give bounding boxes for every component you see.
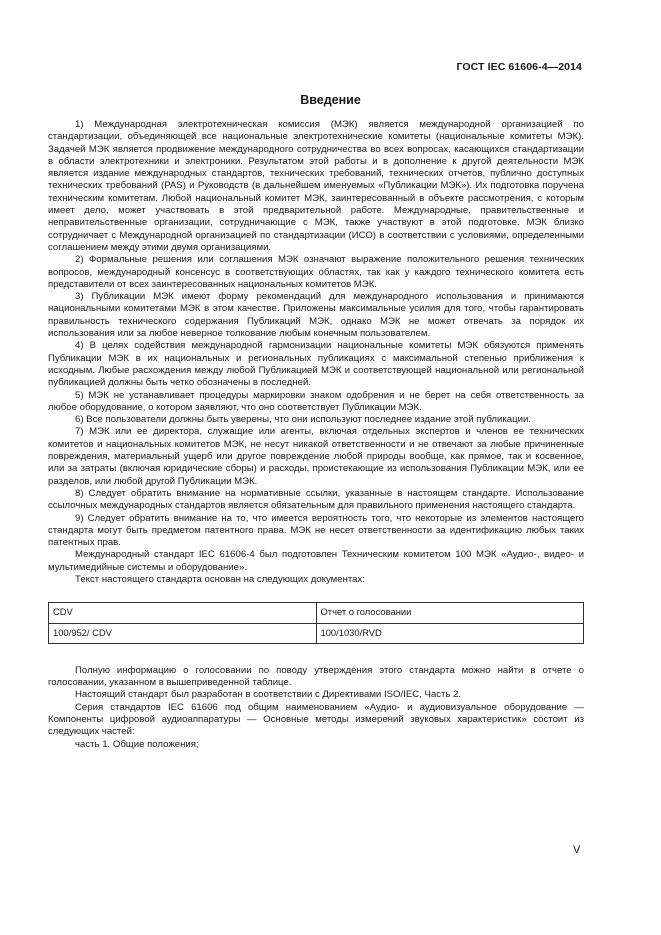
table-row: [49, 623, 584, 643]
paragraph-patents: 9) Следует обратить внимание на то, что имеется вероятность того, что некоторые из элементов настоящего стандарта могут быть предметом патентного права. МЭК не несет ответственности за идентификацию любых таких патентных прав.: [48, 512, 584, 549]
table-header-cell: Отчет о голосовании: [316, 603, 584, 623]
paragraph-formal-decisions: 2) Формальные решения или соглашения МЭК означают выражение положительного решения технических вопросов, международный консенсус в соответствующих областях, так как у каждого технического комитета есть представители от всех заинтересованных национальных комитетов МЭК.: [48, 254, 584, 290]
paragraph-series: Серия стандартов IEC 61606 под общим наименованием «Аудио- и аудиовизуальное оборудование — Компоненты цифровой аудиоаппаратуры — Основные методы измерений звуковых характеристик» состоит из следующих частей:: [48, 701, 584, 738]
paragraph-voting-info: Полную информацию о голосовании по поводу утверждения этого стандарта можно найти в отчете о голосовании, указанном в вышеприведенной таблице.: [48, 664, 584, 689]
paragraph-normative-refs: 8) Следует обратить внимание на нормативные ссылки, указанные в настоящем стандарте. Использование ссылочных международных стандартов является обязательным для правильного применения настоящего стандарта.: [48, 487, 584, 512]
table-header-row: [49, 603, 584, 623]
paragraph-harmonization: 4) В целях содействия международной гармонизации национальные комитеты МЭК обязуются применять Публикации МЭК в их национальных и региональных публикациях с максимальной степенью приближения к исходным. Любые расхождения между любой Публикацией МЭК и соответствующей национальной или региональной публикацией должны быть четко обозначены в последней.: [48, 340, 584, 389]
table-cell: 100/1030/RVD: [316, 623, 584, 643]
list-item: часть 1. Общие положения;: [75, 738, 199, 750]
table-cell: 100/952/ CDV: [49, 623, 317, 643]
paragraph-publication-form: 3) Публикации МЭК имеют форму рекомендаций для международного использования и принимаются национальными комитетами МЭК в этом качестве. Приложены максимальные усилия для того, чтобы гарантировать правильность технического содержания Публикаций МЭК, однако МЭК не может отвечать за порядок их использования или за любое неверное толкование любым конечным пользователем.: [48, 291, 584, 340]
paragraph-prepared-by: Международный стандарт IEC 61606-4 был подготовлен Техническим комитетом 100 МЭК «Аудио-, видео- и мультимедийные системы и оборудование».: [48, 549, 584, 573]
paragraph-marking: 5) МЭК не устанавливает процедуры маркировки знаком одобрения и не берет на себя ответственность за любое оборудование, о котором заявляют, что оно соответствует Публикации МЭК.: [48, 389, 584, 413]
paragraph-iec-intro: 1) Международная электротехническая комиссия (МЭК) является международной организацией по стандартизации, объединяющей все национальные электротехнические комитеты (национальные комитеты МЭК). Задачей МЭК является продвижение международного сотрудничества во всех вопросах, касающихся стандартизации в области электротехники и электроники. Результатом этой работы и в дополнение к другой деятельности МЭК является издание международных стандартов, технических требований, технических отчетов, публично доступных технических требований (PAS) и Руководств (в дальнейшем именуемых «Публикации МЭК»). Их подготовка поручена техническим комитетам. Любой национальный комитет МЭК, заинтересованный в объекте рассмотрения, с которым имеет дело, может участвовать в этой предварительной работе. Международные, правительственные и неправительственные организации, сотрудничающие с МЭК, также участвуют в этой подготовке. МЭК близко сотрудничает с Международной организацией по стандартизации (ИСО) в соответствии с условиями, определенными соглашением между этими двумя организациями.: [48, 119, 584, 253]
standard-id-header: ГОСТ IEC 61606-4—2014: [456, 61, 582, 73]
page-number: V: [573, 844, 581, 856]
paragraph-directives: Настоящий стандарт был разработан в соответствии с Директивами ISO/IEC, Часть 2.: [75, 689, 462, 701]
voting-documents-table: [48, 602, 584, 644]
paragraph-liability: 7) МЭК или ее директора, служащие или агенты, включая отдельных экспертов и членов ее технических комитетов и национальных комитетов МЭК, не несут никакой ответственности и не отвечают за любые причиненные повреждения, материальный ущерб или другое повреждение любой природы вообще, как прямое, так и косвенное, или за затраты (включая юридические сборы) и расходы, проистекающие из использования Публикации МЭК, или ее разделов, или любой другой Публикации МЭК.: [48, 426, 584, 487]
table-header-cell: CDV: [49, 603, 317, 623]
paragraph-based-on: Текст настоящего стандарта основан на следующих документах:: [75, 573, 365, 585]
section-title: Введение: [300, 93, 361, 107]
body-text: [48, 119, 584, 751]
paragraph-latest-edition: 6) Все пользователи должны быть уверены, что они используют последнее издание этой публикации.: [75, 414, 531, 426]
